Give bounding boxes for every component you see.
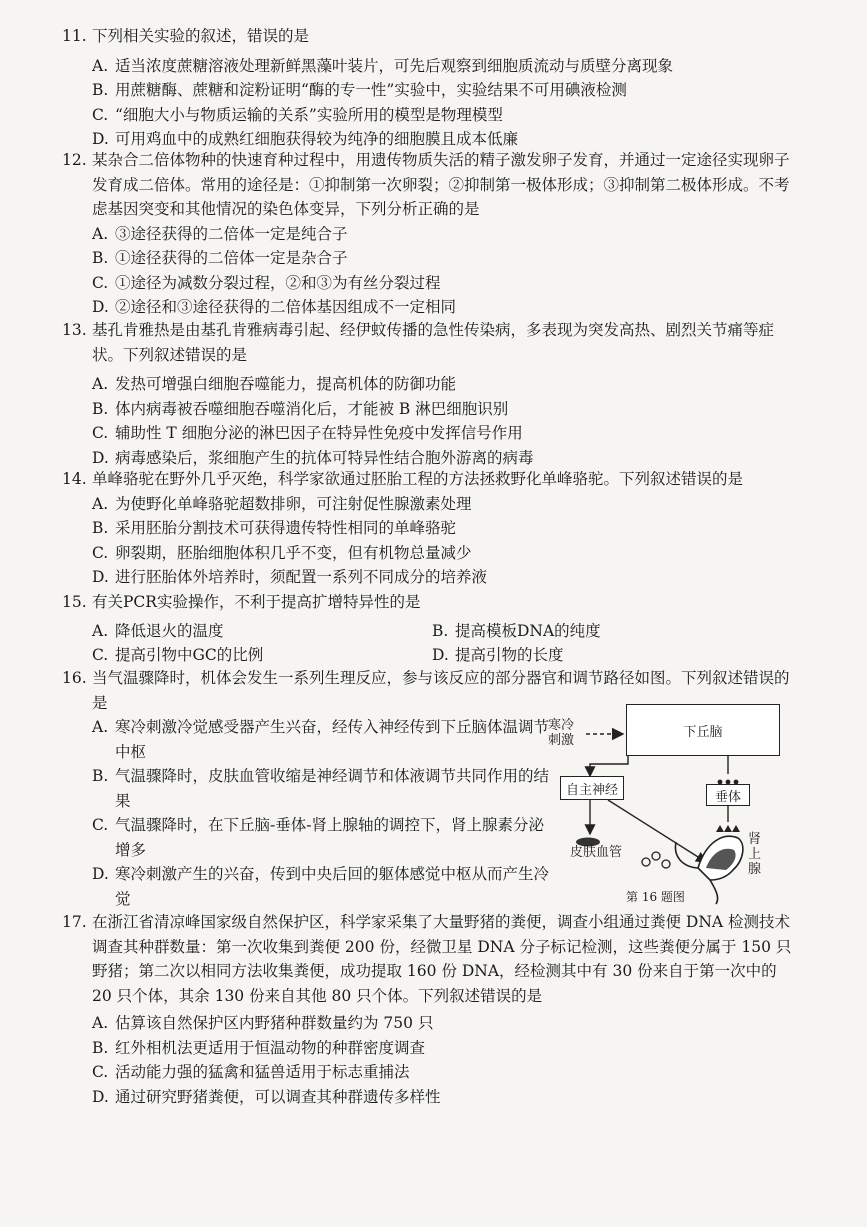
hypothalamus-box: 下丘脑 [626, 704, 780, 756]
option-c[interactable]: C. 活动能力强的猛禽和猛兽适用于标志重捕法 [92, 1063, 410, 1081]
question-13 [62, 318, 792, 470]
option-a[interactable]: A. 寒冷刺激冷觉感受器产生兴奋，经传入神经传到下丘脑体温调节中枢 [92, 718, 550, 761]
question-number: 14. [62, 470, 87, 488]
option-a[interactable]: A. 发热可增强白细胞吞噬能力，提高机体的防御功能 [92, 375, 457, 393]
autonomic-nerve-box: 自主神经 [560, 776, 624, 800]
question-15 [62, 590, 792, 668]
question-stem: 有关PCR实验操作，不利于提高扩增特异性的是 [92, 593, 421, 611]
option-d[interactable]: D. ②途径和③途径获得的二倍体基因组成不一定相同 [92, 298, 457, 316]
question-stem: 某杂合二倍体物种的快速育种过程中，用遗传物质失活的精子激发卵子发育，并通过一定途径实现卵子发育成二倍体。常用的途径是：①抑制第一次卵裂；②抑制第一极体形成；③抑制第二极体形成。不考虑基因突变和其他情况的染色体变异，下列分析正确的是 [92, 151, 790, 218]
stimulus-label: 寒冷刺激 [548, 718, 575, 748]
option-d[interactable]: D. 病毒感染后，浆细胞产生的抗体可特异性结合胞外游离的病毒 [92, 448, 534, 467]
question-number: 16. [62, 669, 87, 687]
option-d[interactable]: D. 通过研究野猪粪便，可以调查其种群遗传多样性 [92, 1087, 441, 1106]
question-stem: 当气温骤降时，机体会发生一系列生理反应，参与该反应的部分器官和调节路径如图。下列叙述错误的是 [92, 669, 790, 712]
option-c[interactable]: C. 气温骤降时，在下丘脑-垂体-肾上腺轴的调控下，肾上腺素分泌增多 [92, 816, 544, 859]
option-c[interactable]: C. ①途径为减数分裂过程，②和③为有丝分裂过程 [92, 273, 441, 292]
question-11 [62, 24, 792, 152]
question-number: 13. [62, 321, 87, 339]
option-a[interactable]: A. ③途径获得的二倍体一定是纯合子 [92, 224, 348, 243]
option-a[interactable]: A. 降低退火的温度 [92, 621, 224, 640]
question-number: 15. [62, 593, 87, 611]
question-14 [62, 467, 792, 590]
skin-vessel-label: 皮肤血管 [570, 845, 623, 860]
option-a[interactable]: A. 为使野化单峰骆驼超数排卵，可注射促性腺激素处理 [92, 494, 472, 513]
option-a[interactable]: A. 适当浓度蔗糖溶液处理新鲜黑藻叶装片，可先后观察到细胞质流动与质壁分离现象 [92, 56, 674, 75]
option-d[interactable]: D. 可用鸡血中的成熟红细胞获得较为纯净的细胞膜且成本低廉 [92, 130, 519, 148]
option-a[interactable]: A. 估算该自然保护区内野猪种群数量约为 750 只 [92, 1014, 434, 1032]
option-b[interactable]: B. ①途径获得的二倍体一定是杂合子 [92, 249, 348, 267]
option-d[interactable]: D. 进行胚胎体外培养时，须配置一系列不同成分的培养液 [92, 568, 488, 586]
option-b[interactable]: B. 红外相机法更适用于恒温动物的种群密度调查 [92, 1038, 426, 1057]
figure-caption: 第 16 题图 [626, 890, 685, 904]
option-d[interactable]: D. 提高引物的长度 [432, 646, 564, 664]
question-12 [62, 148, 792, 320]
option-b[interactable]: B. 气温骤降时，皮肤血管收缩是神经调节和体液调节共同作用的结果 [92, 767, 550, 810]
adrenal-label: 肾上腺 [748, 832, 762, 877]
question-number: 11. [62, 27, 87, 45]
option-b[interactable]: B. 采用胚胎分割技术可获得遗传特性相同的单峰骆驼 [92, 519, 457, 537]
question-stem: 在浙江省清凉峰国家级自然保护区，科学家采集了大量野猪的粪便，调查小组通过粪便 DNA 检测技术调查其种群数量：第一次收集到粪便 200 份，经微卫星 DNA 分子标记检测，这些粪便分属于 150 只野猪；第二次以相同方法收集粪便，成功提取 160 份 DNA，经检测其中有 30 份来自于第一次中的 20 只个体，其余 130 份来自其他 80 只个体。下列叙述错误的是 [92, 913, 792, 1005]
option-b[interactable]: B. 提高模板DNA的纯度 [432, 621, 601, 640]
question-stem: 基孔肯雅热是由基孔肯雅病毒引起、经伊蚊传播的急性传染病，多表现为突发高热、剧烈关节痛等症状。下列叙述错误的是 [92, 321, 775, 364]
option-c[interactable]: C. 卵裂期，胚胎细胞体积几乎不变，但有机物总量减少 [92, 543, 472, 562]
option-d[interactable]: D. 寒冷刺激产生的兴奋，传到中央后回的躯体感觉中枢从而产生冷觉 [92, 865, 550, 908]
option-c[interactable]: C. 提高引物中GC的比例 [92, 646, 264, 664]
question-stem: 单峰骆驼在野外几乎灭绝，科学家欲通过胚胎工程的方法拯救野化单峰骆驼。下列叙述错误的是 [92, 470, 744, 488]
question-number: 12. [62, 151, 87, 169]
question-stem: 下列相关实验的叙述，错误的是 [92, 27, 310, 45]
option-b[interactable]: B. 体内病毒被吞噬细胞吞噬消化后，才能被 B 淋巴细胞识别 [92, 399, 509, 418]
thermoregulation-diagram [548, 692, 798, 907]
question-number: 17. [62, 913, 87, 931]
option-c[interactable]: C. 辅助性 T 细胞分泌的淋巴因子在特异性免疫中发挥信号作用 [92, 424, 523, 442]
option-c[interactable]: C. “细胞大小与物质运输的关系”实验所用的模型是物理模型 [92, 105, 503, 124]
option-b[interactable]: B. 用蔗糖酶、蔗糖和淀粉证明“酶的专一性”实验中，实验结果不可用碘液检测 [92, 81, 627, 99]
question-17 [62, 910, 792, 1109]
pituitary-box: 垂体 [706, 784, 750, 806]
